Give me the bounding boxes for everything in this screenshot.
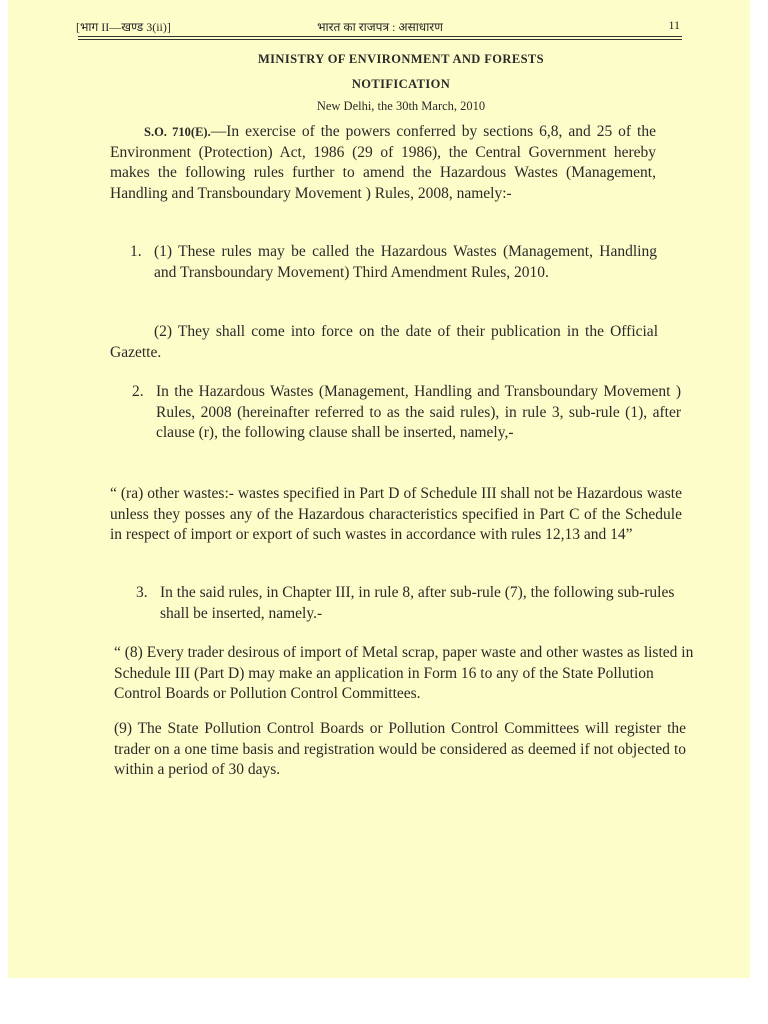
- rule-1-sub-2: (2) They shall come into force on the date of their publication in the Official Gazette.: [110, 323, 658, 361]
- header-part-section: [भाग II—खण्ड 3(ii)]: [76, 20, 171, 34]
- rule-3-number: 3.: [136, 584, 148, 601]
- so-reference: S.O. 710(E).: [144, 125, 211, 139]
- rule-1-sub-1: (1) These rules may be called the Hazardous Wastes (Management, Handling and Transboundary Movement) Third Amendment Rules, 2010.: [154, 243, 657, 281]
- sub-rule-8: “ (8) Every trader desirous of import of Metal scrap, paper waste and other wastes as listed in Schedule III (Part D) may make an application in Form 16 to any of the State Pollution Control Boards or Pollution Control Committees.: [114, 644, 694, 702]
- rule-2-text: In the Hazardous Wastes (Management, Handling and Transboundary Movement ) Rules, 2008 (hereinafter referred to as the said rules), in rule 3, sub-rule (1), after clause (r), the following clause shall be inserted, namely,-: [156, 383, 681, 441]
- header-gazette-title: भारत का राजपत्र : असाधारण: [317, 20, 443, 34]
- header-page-number: 11: [668, 18, 680, 32]
- sub-rule-9: (9) The State Pollution Control Boards or Pollution Control Committees will register the trader on a one time basis and registration would be considered as deemed if not objected to within a period of 30 days.: [114, 720, 686, 778]
- inserted-clause-ra: “ (ra) other wastes:- wastes specified in Part D of Schedule III shall not be Hazardous waste unless they posses any of the Hazardous characteristics specified in Part C of the Schedule in respect of import or export of such wastes in accordance with rules 12,13 and 14”: [110, 485, 682, 543]
- notification-date: New Delhi, the 30th March, 2010: [316, 99, 486, 113]
- rule-2-number: 2.: [132, 383, 144, 400]
- header-rule-top: [78, 36, 682, 37]
- running-header: [76, 18, 684, 36]
- notification-heading: NOTIFICATION: [351, 77, 451, 91]
- header-rule-bottom: [78, 39, 682, 40]
- rule-3-text: In the said rules, in Chapter III, in rule 8, after sub-rule (7), the following sub-rules shall be inserted, namely.-: [160, 584, 675, 622]
- ministry-heading: MINISTRY OF ENVIRONMENT AND FORESTS: [257, 52, 545, 66]
- preamble-paragraph: [110, 122, 656, 204]
- rule-1-number: 1.: [130, 243, 142, 260]
- preamble-text: —In exercise of the powers conferred by sections 6,8, and 25 of the Environment (Protection) Act, 1986 (29 of 1986), the Central Government hereby makes the following rules further to amend the Hazardous Wastes (Management, Handling and Transboundary Movement ) Rules, 2008, namely:-: [110, 123, 656, 202]
